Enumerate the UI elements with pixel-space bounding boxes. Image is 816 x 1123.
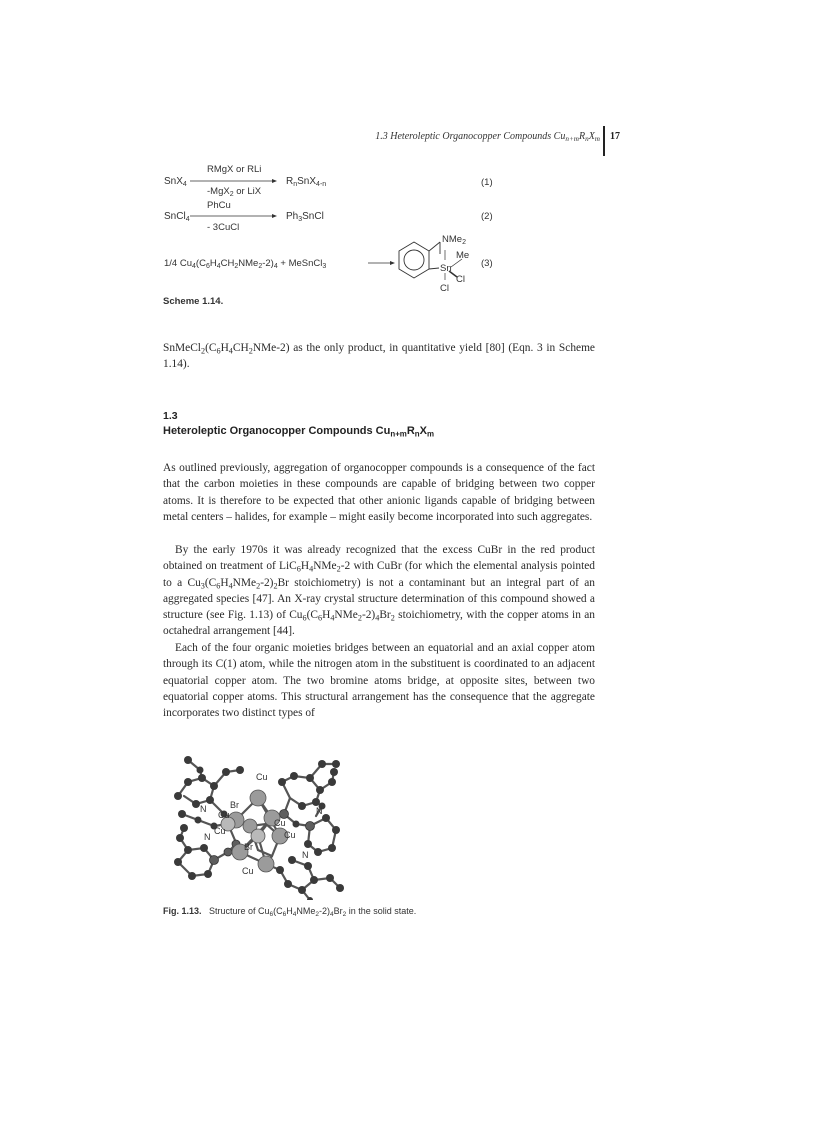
atom-label-n-lower-right: N	[302, 850, 309, 860]
section-title: Heteroleptic Organocopper Compounds $Cu_{n+m}R_nX_m$	[163, 425, 435, 439]
scheme-reactions	[160, 158, 500, 293]
page-number: 17	[610, 131, 620, 142]
atom-label-cu-bottom: Cu	[242, 866, 254, 876]
paragraph-continuation: $SnMeCl_2(C_6H_4CH_2NMe-2)$ as the only product, in quantitative yield [80] (Eqn. 3 in Scheme 1.14).	[163, 342, 595, 371]
molecular-structure-figure	[170, 752, 360, 900]
atom-label-n-lower-left: N	[204, 832, 211, 842]
figure-caption: Fig. 1.13. Structure of $Cu_6(C_6H_4NMe_2-2)_4Br_2$ in the solid state.	[163, 906, 417, 918]
eq1-reagent-below: -MgX$_2$ or LiX	[207, 186, 262, 198]
benzene-ring	[399, 242, 429, 278]
eq2-reagent-below: - 3CuCl	[207, 222, 240, 233]
eq2-reagent-above: PhCu	[207, 200, 231, 211]
paragraph-1: As outlined previously, aggregation of organocopper compounds is a consequence of the fact that the carbon moieties in these compounds are capable of bridging between two copper atoms. It is therefore to be expected that other anionic ligands capable of bridging between metal centers – halides, for example – might easily become incorporated into such aggregates.	[163, 462, 595, 523]
eq1-number: (1)	[481, 177, 493, 188]
eq3-reactants: 1/4 $Cu_4(C_6H_4CH_2NMe_2-2)_4$ + MeSnCl$_3$	[164, 258, 327, 270]
atom-label-cu-top: Cu	[256, 772, 268, 782]
eq3-sn: Sn	[440, 263, 452, 274]
atom-label-n-right: N	[316, 806, 323, 816]
figure-caption-label: Fig. 1.13.	[163, 906, 202, 916]
paragraph-3: Each of the four organic moieties bridges between an equatorial and an axial copper atom through its C(1) atom, while the nitrogen atom in the substituent is coordinated to an adjacent equatorial copper atom. The two bromine atoms bridge, at opposite sites, between two equatorial copper atoms. This structural arrangement has the consequence that the aggregate incorporates two distinct types of	[163, 642, 595, 720]
eq1-product: $R_nSnX_{4-n}$	[286, 176, 327, 188]
scheme-caption: Scheme 1.14.	[163, 296, 224, 307]
eq2-reactant: SnCl$_4$	[164, 211, 190, 223]
paragraph-2: By the early 1970s it was already recognized that the excess CuBr in the red product obtained on treatment of $LiC_6H_4NMe_2-2$ with CuBr (for which the elemental analysis pointed to a $Cu_3(C_6H_4NMe_2-2)_2Br$ stoichiometry) is not a contaminant but an integral part of an aggregated species [47]. An X-ray crystal structure determination of this compound showed a structure (see Fig. 1.13) of $Cu_6(C_6H_4NMe_2-2)_4Br_2$ stoichiometry, with the copper atoms in an octahedral arrangement [44].	[163, 544, 596, 638]
eq3-cl-bottom: Cl	[440, 283, 449, 293]
atom-label-cu-mid-right: Cu	[284, 830, 296, 840]
eq3-number: (3)	[481, 258, 493, 269]
eq1-reagent-above: RMgX or RLi	[207, 164, 262, 175]
atom-label-cu-left: Cu	[218, 810, 230, 820]
atom-label-cu-mid-left: Cu	[214, 826, 226, 836]
atom-label-cu-right: Cu	[274, 818, 286, 828]
eq3-nme2: NMe$_2$	[442, 234, 466, 246]
atom-label-br-top: Br	[230, 800, 239, 810]
eq2-number: (2)	[481, 211, 493, 222]
eq1-reactant: SnX$_4$	[164, 176, 187, 188]
eq3-me: Me	[456, 250, 470, 261]
section-number: 1.3	[163, 410, 178, 422]
eq2-product: $Ph_3SnCl$	[286, 211, 324, 223]
running-header: 1.3 Heteroleptic Organocopper Compounds $Cu_{n+m}R_nX_m$	[375, 131, 600, 144]
atom-label-br-bottom: Br	[244, 842, 253, 852]
eq3-cl-right: Cl	[456, 274, 465, 285]
header-rule	[603, 126, 605, 156]
atom-label-n-left: N	[200, 804, 207, 814]
